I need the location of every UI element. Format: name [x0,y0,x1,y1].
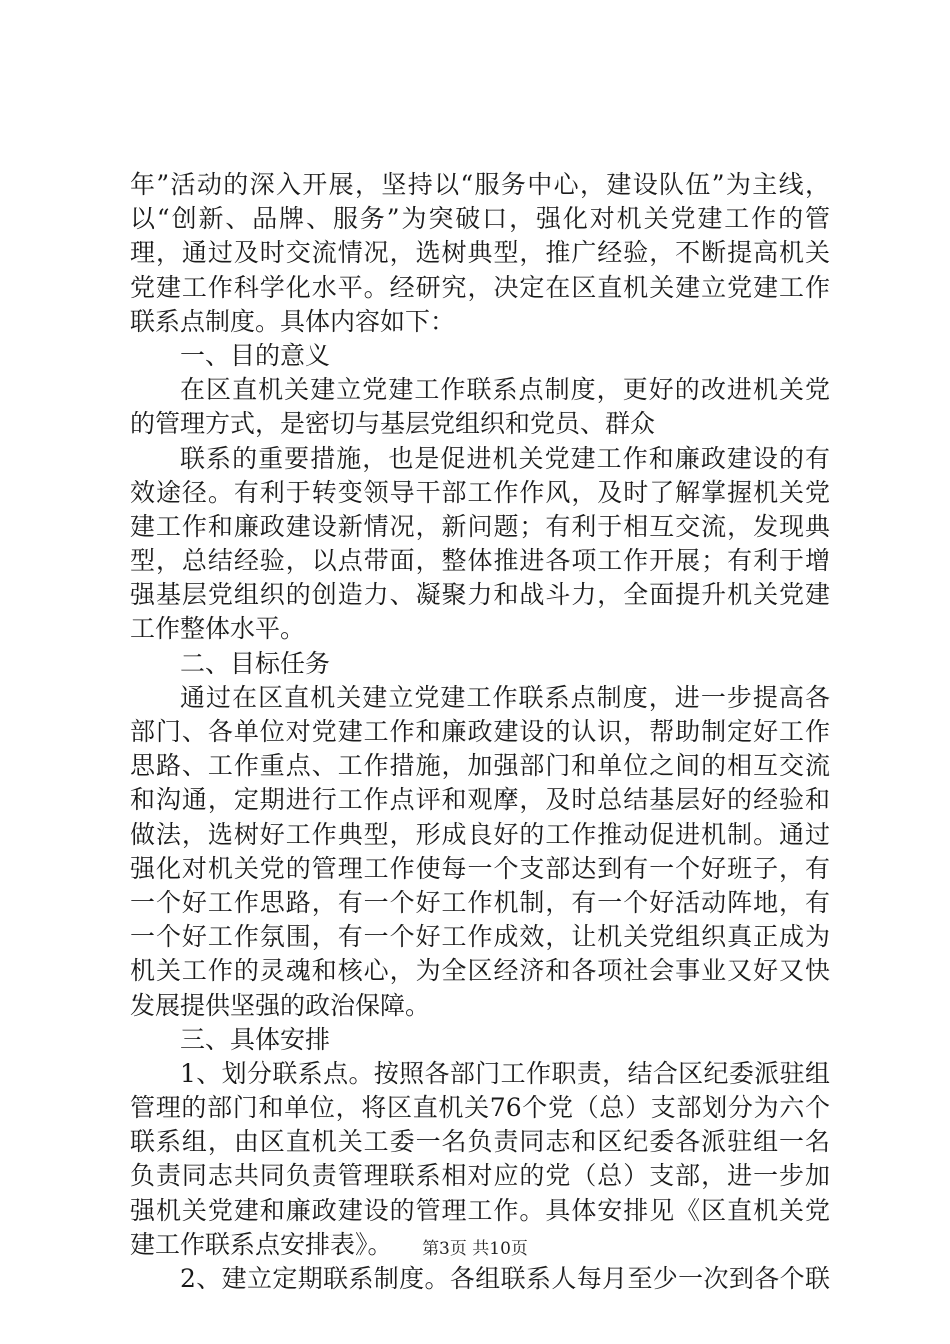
text-line: 效途径。有利于转变领导干部工作作风，及时了解掌握机关党 [130,477,830,507]
document-body [130,168,830,1296]
text-line: 二、目标任务 [180,648,331,678]
text-line: 建工作和廉政建设新情况，新问题；有利于相互交流，发现典 [130,511,830,541]
text-line: 型，总结经验，以点带面，整体推进各项工作开展；有利于增 [130,546,830,576]
text-line: 一、目的意义 [180,340,331,370]
text-line: 以“创新、品牌、服务”为突破口，强化对机关党建工作的管 [130,204,830,234]
text-line: 建工作联系点安排表》。 [130,1229,393,1259]
text-line: 党建工作科学化水平。经研究，决定在区直机关建立党建工作 [130,272,830,302]
page-number-label: 第3页 共10页 [422,1239,528,1259]
text-line: 联系点制度。具体内容如下： [130,306,456,336]
text-line: 管理的部门和单位，将区直机关76个党（总）支部划分为六个 [130,1093,830,1123]
text-line: 强化对机关党的管理工作使每一个支部达到有一个好班子，有 [130,853,830,883]
text-line: 一个好工作思路，有一个好工作机制，有一个好活动阵地，有 [130,887,830,917]
text-line: 思路、工作重点、工作措施，加强部门和单位之间的相互交流 [130,751,830,781]
text-line: 发展提供坚强的政治保障。 [130,990,431,1020]
text-line: 强机关党建和廉政建设的管理工作。具体安排见《区直机关党 [130,1195,830,1225]
text-line: 的管理方式，是密切与基层党组织和党员、群众 [130,409,656,439]
text-line: 2、建立定期联系制度。各组联系人每月至少一次到各个联 [180,1264,830,1293]
text-line: 负责同志共同负责管理联系相对应的党（总）支部，进一步加 [130,1161,830,1191]
text-line: 三、具体安排 [180,1024,331,1054]
text-line: 在区直机关建立党建工作联系点制度，更好的改进机关党 [180,375,830,405]
text-line: 理，通过及时交流情况，选树典型，推广经验，不断提高机关 [130,238,830,268]
text-line: 部门、各单位对党建工作和廉政建设的认识，帮助制定好工作 [130,717,830,746]
text-line: 年”活动的深入开展，坚持以“服务中心，建设队伍”为主线， [130,170,830,199]
text-line: 一个好工作氛围，有一个好工作成效，让机关党组织真正成为 [130,922,830,952]
text-line: 通过在区直机关建立党建工作联系点制度，进一步提高各 [180,682,830,712]
text-line: 联系的重要措施，也是促进机关党建工作和廉政建设的有 [180,443,830,473]
text-line: 1、划分联系点。按照各部门工作职责，结合区纪委派驻组 [180,1058,830,1088]
text-line: 强基层党组织的创造力、凝聚力和战斗力，全面提升机关党建 [130,580,830,610]
text-line: 和沟通，定期进行工作点评和观摩，及时总结基层好的经验和 [130,785,830,815]
text-line: 工作整体水平。 [130,614,306,644]
text-line: 做法，选树好工作典型，形成良好的工作推动促进机制。通过 [130,819,830,849]
text-line: 机关工作的灵魂和核心，为全区经济和各项社会事业又好又快 [130,956,830,986]
text-line: 联系组，由区直机关工委一名负责同志和区纪委各派驻组一名 [130,1127,830,1157]
page-footer [0,1234,950,1259]
